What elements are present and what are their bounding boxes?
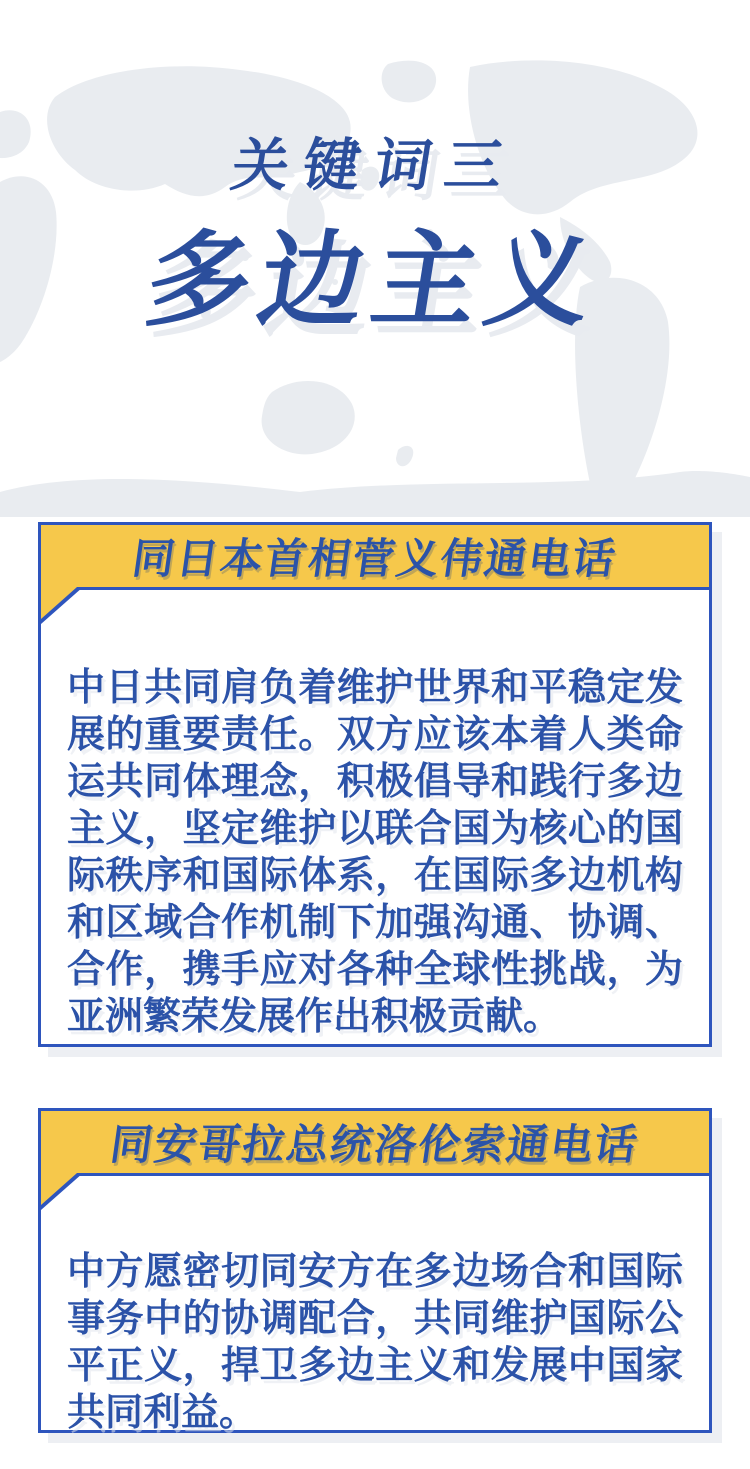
- keyword-label: 关键词三: [227, 134, 522, 198]
- continent-shape-antarctica: [0, 471, 750, 517]
- continent-shape-greenland: [382, 61, 437, 103]
- card-angola-header-banner: [41, 1111, 709, 1173]
- card-angola-call: [38, 1108, 712, 1433]
- card-japan-body-text: 中日共同肩负着维护世界和平稳定发展的重要责任。双方应该本着人类命运共同体理念，积极倡导和践行多边主义，坚定维护以联合国为核心的国际秩序和国际体系，在国际多边机构和区域合作机制下加强沟通、协调、合作，携手应对各种全球性挑战，为亚洲繁荣发展作出积极贡献。: [67, 667, 683, 1038]
- continent-shape-australia: [262, 381, 355, 454]
- header-divider: [75, 587, 709, 590]
- header-divider: [75, 1173, 709, 1176]
- card-japan-call: [38, 522, 712, 1047]
- page-title: 多边主义: [138, 223, 609, 339]
- card-angola-body-text: 中方愿密切同安方在多边场合和国际事务中的协调配合，共同维护国际公平正义，捍卫多边主义和发展中国家共同利益。: [67, 1251, 683, 1434]
- folded-corner-icon: [41, 587, 77, 619]
- folded-corner-icon: [41, 1173, 77, 1205]
- card-angola-header-title: 同安哥拉总统洛伦索通电话: [107, 1121, 642, 1168]
- island-shape-new-zealand: [396, 446, 413, 466]
- card-japan-header-title: 同日本首相菅义伟通电话: [129, 535, 620, 582]
- card-japan-header-banner: [41, 525, 709, 587]
